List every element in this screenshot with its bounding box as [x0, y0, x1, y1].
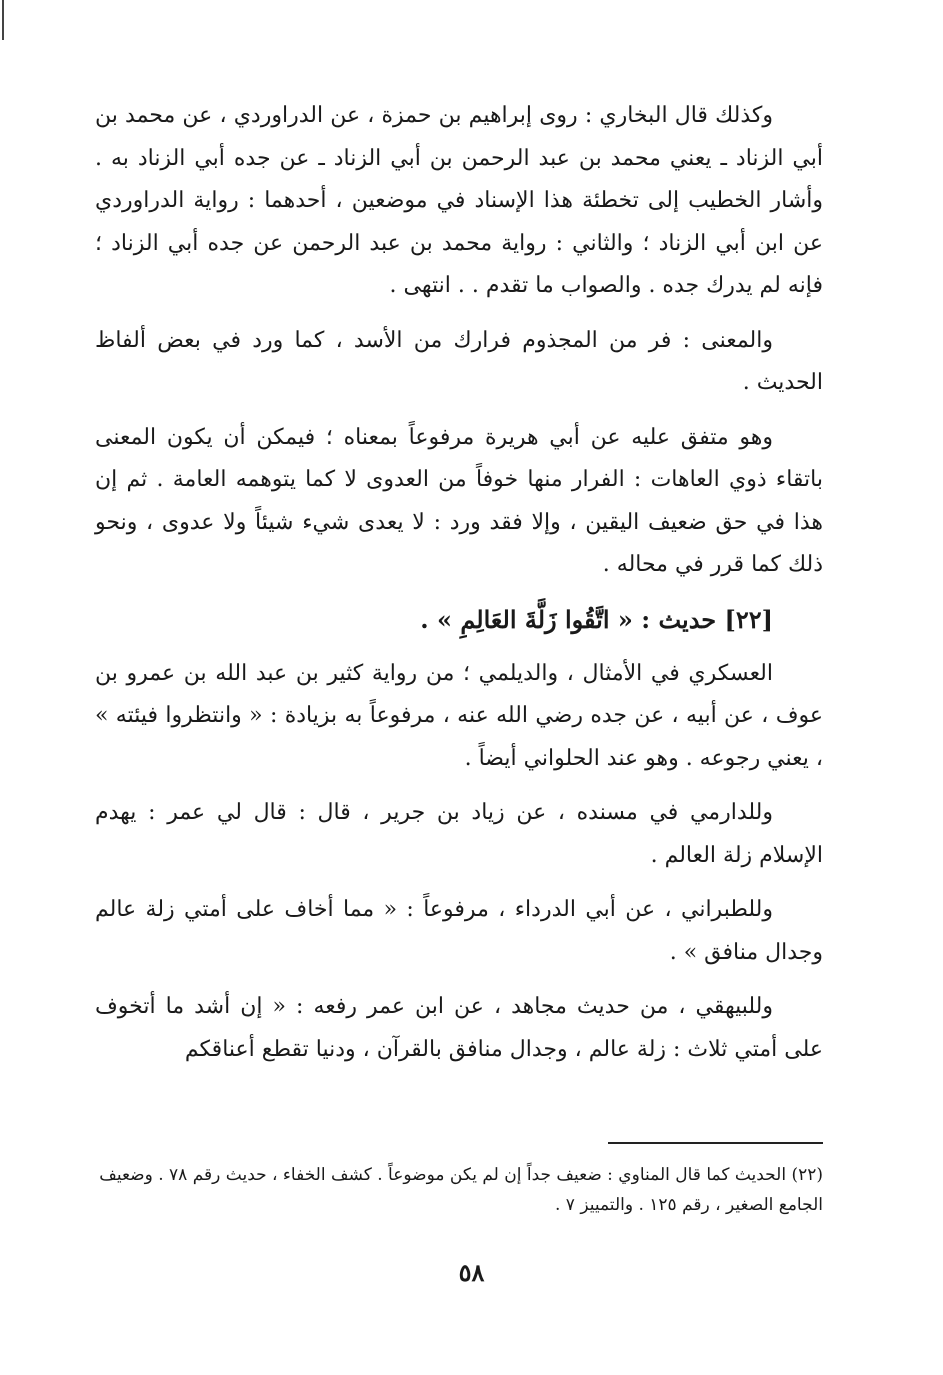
paragraph-bayhaqi: وللبيهقي ، من حديث مجاهد ، عن ابن عمر رفعه : « إن أشد ما أتخوف على أمتي ثلاث : زلة عالم ، وجدال منافق بالقرآن ، ودنيا تقطع أعناقكم	[95, 994, 823, 1062]
hadith-text: اتَّقُوا زَلَّةَ العَالِمِ	[460, 604, 610, 634]
paragraph-darimi: وللدارمي في مسنده ، عن زياد بن جرير ، قال : قال لي عمر : يهدم الإسلام زلة العالم .	[95, 800, 823, 868]
page-edge-line	[2, 0, 4, 40]
hadith-number: [٢٢]	[724, 604, 773, 634]
hadith-heading	[95, 599, 823, 641]
paragraph-askari: العسكري في الأمثال ، والديلمي ؛ من رواية كثير بن عبد الله بن عمرو بن عوف ، عن أبيه ، عن جده رضي الله عنه ، مرفوعاً به بزيادة : « وانتظروا فيئته » ، يعني رجوعه . وهو عند الحلواني أيضاً .	[95, 660, 823, 771]
paragraph-meaning: والمعنى : فر من المجذوم فرارك من الأسد ، كما ورد في بعض ألفاظ الحديث .	[95, 327, 823, 395]
paragraph-agreed-upon: وهو متفق عليه عن أبي هريرة مرفوعاً بمعناه ؛ فيمكن أن يكون المعنى باتقاء ذوي العاهات : الفرار منها خوفاً من العدوى لا كما يتوهمه العامة . ثم إن هذا في حق ضعيف اليقين ، وإلا فقد ورد : لا يعدى شيء شيئاً ولا عدوى ، ونحو ذلك كما قرر في محاله .	[95, 424, 823, 577]
hadith-suffix: » .	[420, 604, 452, 634]
footnotes	[95, 1160, 823, 1220]
paragraph-tabarani: وللطبراني ، عن أبي الدرداء ، مرفوعاً : « مما أخاف على أمتي زلة عالم وجدال منافق » .	[95, 897, 823, 965]
page-body	[95, 95, 823, 1083]
footnote-22: (٢٢) الحديث كما قال المناوي : ضعيف جداً إن لم يكن موضوعاً . كشف الخفاء ، حديث رقم ٧٨ . وضعيف الجامع الصغير ، رقم ١٢٥ . والتمييز ٧ .	[99, 1165, 823, 1215]
page-number: ٥٨	[458, 1258, 485, 1287]
hadith-prefix: حديث : «	[617, 604, 717, 634]
paragraph-bukhari-narration: وكذلك قال البخاري : روى إبراهيم بن حمزة ، عن الدراوردي ، عن محمد بن أبي الزناد ـ يعني محمد بن عبد الرحمن بن أبي الزناد ـ عن جده أبي الزناد به . وأشار الخطيب إلى تخطئة هذا الإسناد في موضعين ، أحدهما : رواية الدراوردي عن ابن أبي الزناد ؛ والثاني : رواية محمد بن عبد الرحمن عن جده أبي الزناد ؛ فإنه لم يدرك جده . والصواب ما تقدم . . انتهى .	[95, 103, 823, 298]
footnote-divider	[608, 1142, 823, 1144]
